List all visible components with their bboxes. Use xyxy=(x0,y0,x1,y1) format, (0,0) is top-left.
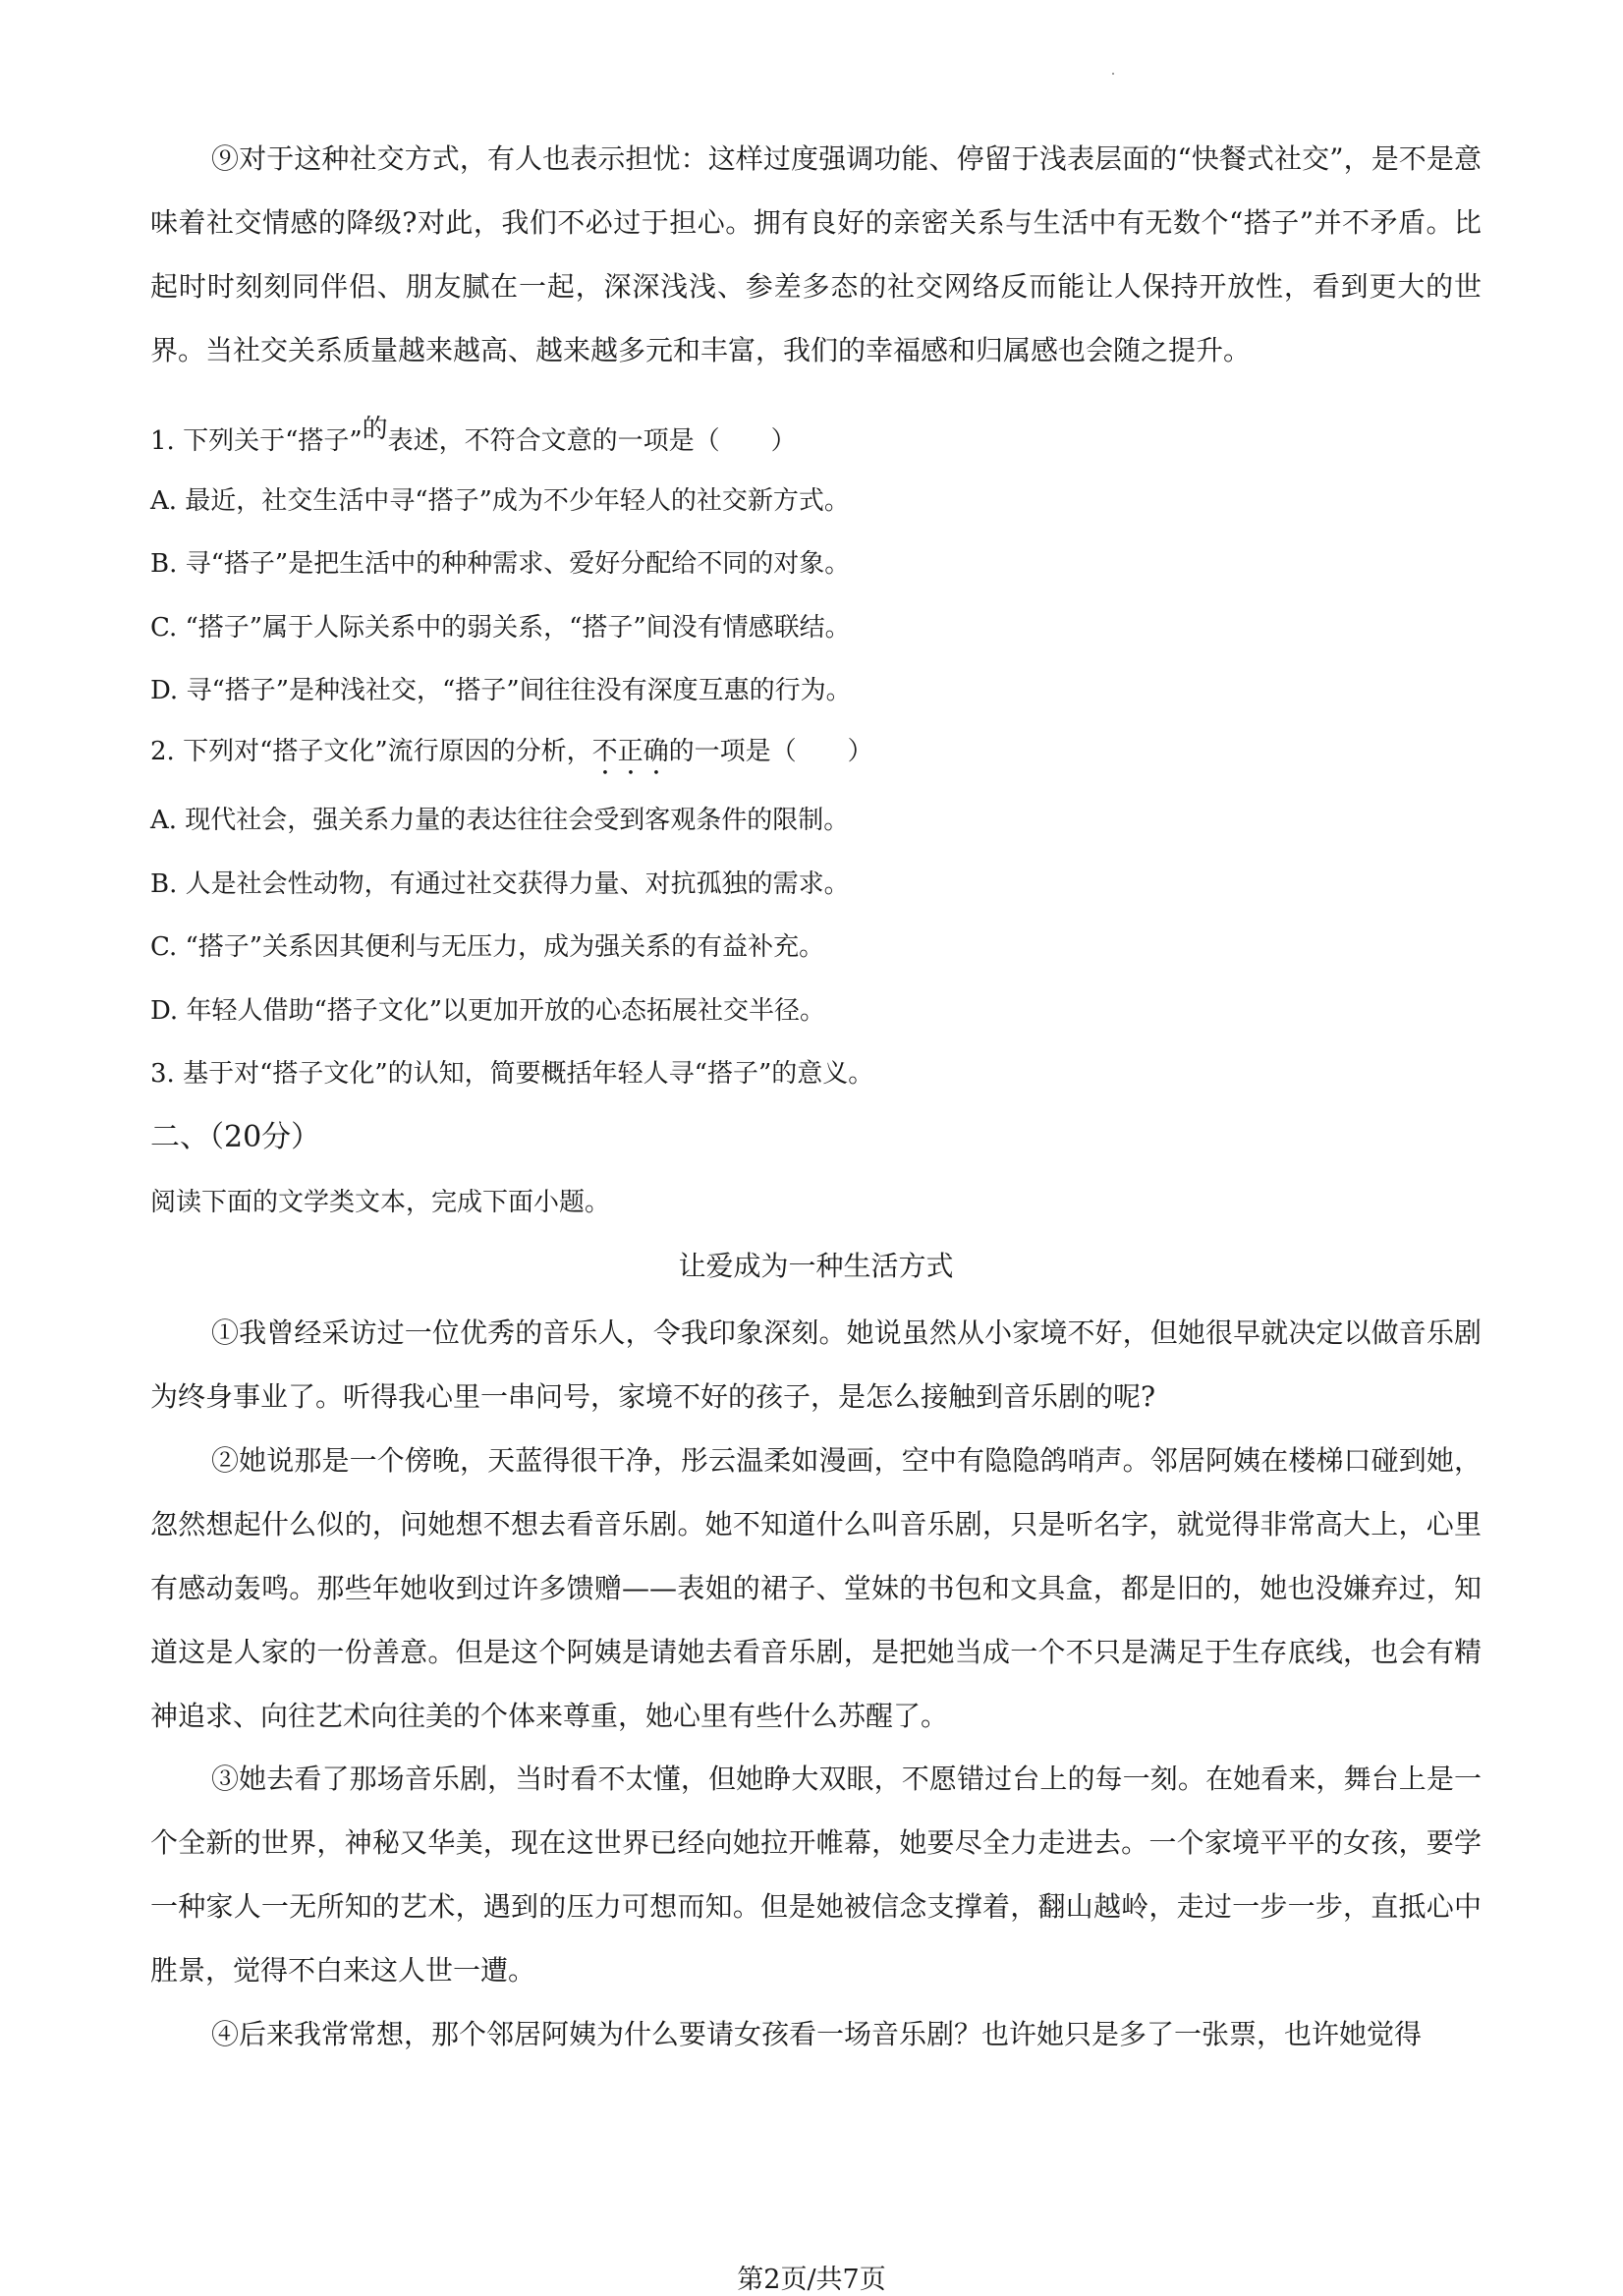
question-3-stem: 3. 基于对“搭子文化”的认知，简要概括年轻人寻“搭子”的意义。 xyxy=(150,1059,874,1089)
question-text: 表述，不符合文意的一项是（ ） xyxy=(387,426,797,456)
question-2-option-a: A. 现代社会，强关系力量的表达往往会受到客观条件的限制。 xyxy=(150,806,850,835)
paragraph-marker: ② xyxy=(211,1444,240,1477)
paragraph-text: 对于这种社交方式，有人也表示担忧：这样过度强调功能、停留于浅表层面的“快餐式社交”，是不是意味着社交情感的降级?对此，我们不必过于担心。拥有良好的亲密关系与生活中有无数个“搭子”并不矛盾。比起时时刻刻同伴侣、朋友腻在一起，深深浅浅、参差多态的社交网络反而能让人保持开放性，看到更大的世界。当社交关系质量越来越高、越来越多元和丰富，我们的幸福感和归属感也会随之提升。 xyxy=(150,142,1482,366)
question-text: 的一项是（ ） xyxy=(668,737,873,766)
section-instruction: 阅读下面的文学类文本，完成下面小题。 xyxy=(150,1188,611,1217)
question-1-option-b: B. 寻“搭子”是把生活中的种种需求、爱好分配给不同的对象。 xyxy=(150,549,851,579)
question-2-option-c: C. “搭子”关系因其便利与无压力，成为强关系的有益补充。 xyxy=(150,932,825,962)
question-2-option-b: B. 人是社会性动物，有通过社交获得力量、对抗孤独的需求。 xyxy=(150,869,850,899)
paragraph-text: 后来我常常想，那个邻居阿姨为什么要请女孩看一场音乐剧？也许她只是多了一张票，也许她觉得 xyxy=(239,2018,1423,2050)
section-heading: 二、（20分） xyxy=(150,1120,321,1154)
question-superscript: 的 xyxy=(362,415,388,444)
paragraph-marker: ③ xyxy=(211,1763,240,1795)
emphasized-text: 不正确 xyxy=(591,737,669,766)
paragraph-text: 她去看了那场音乐剧，当时看不太懂，但她睁大双眼，不愿错过台上的每一刻。在她看来，舞台上是一个全新的世界，神秘又华美，现在这世界已经向她拉开帷幕，她要尽全力走进去。一个家境平平的女孩，要学一种家人一无所知的艺术，遇到的压力可想而知。但是她被信念支撑着，翻山越岭，走过一步一步，直抵心中胜景，觉得不白来这人世一遭。 xyxy=(150,1763,1482,1987)
question-1-option-a: A. 最近，社交生活中寻“搭子”成为不少年轻人的社交新方式。 xyxy=(150,486,850,516)
story-paragraph-1 xyxy=(150,1301,1482,1428)
paragraph-marker: ① xyxy=(211,1316,240,1349)
story-paragraph-2 xyxy=(150,1428,1482,1748)
page-number: 第2页/共7页 xyxy=(737,2265,886,2295)
question-text: 1. 下列关于“搭子” xyxy=(150,426,363,456)
story-paragraph-3 xyxy=(150,1747,1482,2002)
question-text: 2. 下列对“搭子文化”流行原因的分析， xyxy=(150,737,592,766)
question-2-option-d: D. 年轻人借助“搭子文化”以更加开放的心态拓展社交半径。 xyxy=(150,996,826,1026)
story-paragraph-4 xyxy=(150,2002,1482,2066)
paragraph-marker: ⑨ xyxy=(211,142,240,175)
question-1-stem xyxy=(150,410,1482,461)
paragraph-text: 我曾经采访过一位优秀的音乐人，令我印象深刻。她说虽然从小家境不好，但她很早就决定以做音乐剧为终身事业了。听得我心里一串问号，家境不好的孩子，是怎么接触到音乐剧的呢? xyxy=(150,1316,1482,1413)
question-2-stem xyxy=(150,732,1482,781)
question-1-option-d: D. 寻“搭子”是种浅社交，“搭子”间往往没有深度互惠的行为。 xyxy=(150,676,852,705)
paragraph-marker: ④ xyxy=(211,2018,240,2050)
paragraph-9 xyxy=(150,127,1482,382)
paragraph-text: 她说那是一个傍晚，天蓝得很干净，彤云温柔如漫画，空中有隐隐鸽哨声。邻居阿姨在楼梯口碰到她，忽然想起什么似的，问她想不想去看音乐剧。她不知道什么叫音乐剧，只是听名字，就觉得非常高大上，心里有感动轰鸣。那些年她收到过许多馈赠——表姐的裙子、堂妹的书包和文具盒，都是旧的，她也没嫌弃过，知道这是人家的一份善意。但是这个阿姨是请她去看音乐剧，是把她当成一个不只是满足于生存底线，也会有精神追求、向往艺术向往美的个体来尊重，她心里有些什么苏醒了。 xyxy=(150,1444,1482,1732)
story-title: 让爱成为一种生活方式 xyxy=(678,1250,954,1282)
scan-speck xyxy=(1112,73,1114,75)
question-1-option-c: C. “搭子”属于人际关系中的弱关系，“搭子”间没有情感联结。 xyxy=(150,613,851,643)
